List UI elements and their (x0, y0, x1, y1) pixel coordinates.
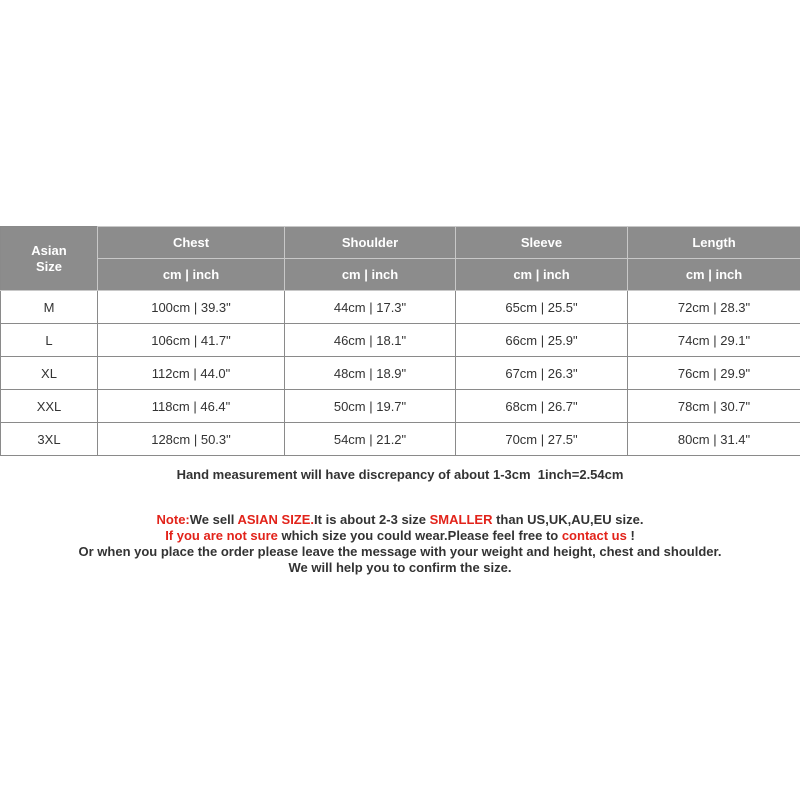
measurement-note: Hand measurement will have discrepancy of about 1-3cm 1inch=2.54cm (176, 467, 624, 482)
size-cell: L (1, 324, 98, 357)
length-cell: 72cm | 28.3" (628, 291, 800, 324)
sleeve-cell: 68cm | 26.7" (456, 390, 628, 423)
shoulder-cell: 44cm | 17.3" (285, 291, 456, 324)
note-text: We sell (189, 512, 238, 527)
sleeve-cell: 67cm | 26.3" (456, 357, 628, 390)
size-cell: XL (1, 357, 98, 390)
sleeve-cell: 65cm | 25.5" (456, 291, 628, 324)
shoulder-cell: 48cm | 18.9" (285, 357, 456, 390)
note-text: than US,UK,AU,EU size. (492, 512, 644, 527)
chest-unit: cm | inch (98, 259, 285, 291)
note-text: It is about 2-3 size (314, 512, 430, 527)
not-sure-highlight: If you are not sure (165, 528, 278, 543)
length-cell: 76cm | 29.9" (628, 357, 800, 390)
table-row (1, 357, 800, 390)
length-cell: 80cm | 31.4" (628, 423, 800, 456)
table-row (1, 324, 800, 357)
table-row (1, 291, 800, 324)
smaller-highlight: SMALLER (429, 512, 493, 527)
shoulder-unit: cm | inch (285, 259, 456, 291)
shoulder-header: Shoulder (285, 227, 456, 259)
note-line-2 (0, 528, 800, 544)
note-label: Note: (156, 512, 190, 527)
table-row (1, 423, 800, 456)
length-cell: 78cm | 30.7" (628, 390, 800, 423)
sleeve-header: Sleeve (456, 227, 628, 259)
asian-size-highlight: ASIAN SIZE. (237, 512, 315, 527)
chest-cell: 118cm | 46.4" (98, 390, 285, 423)
length-unit: cm | inch (628, 259, 800, 291)
note-text: ! (626, 528, 635, 543)
chest-cell: 128cm | 50.3" (98, 423, 285, 456)
note-line-3: Or when you place the order please leave the message with your weight and height, chest and shoulder. (78, 544, 722, 559)
chest-cell: 100cm | 39.3" (98, 291, 285, 324)
table-row (1, 390, 800, 423)
sleeve-cell: 70cm | 27.5" (456, 423, 628, 456)
note-line-1 (0, 512, 800, 528)
length-header: Length (628, 227, 800, 259)
size-cell: XXL (1, 390, 98, 423)
length-cell: 74cm | 29.1" (628, 324, 800, 357)
note-text: which size you could wear.Please feel free to (277, 528, 562, 543)
contact-us-link[interactable]: contact us (561, 528, 627, 543)
shoulder-cell: 46cm | 18.1" (285, 324, 456, 357)
shoulder-cell: 50cm | 19.7" (285, 390, 456, 423)
asian-size-label: Asian Size (31, 242, 67, 274)
chest-cell: 112cm | 44.0" (98, 357, 285, 390)
size-cell: M (1, 291, 98, 324)
size-chart-table (0, 226, 800, 456)
sleeve-unit: cm | inch (456, 259, 628, 291)
size-cell: 3XL (1, 423, 98, 456)
shoulder-cell: 54cm | 21.2" (285, 423, 456, 456)
note-line-4: We will help you to confirm the size. (288, 560, 512, 575)
chest-header: Chest (98, 227, 285, 259)
asian-size-header (1, 227, 98, 291)
chest-cell: 106cm | 41.7" (98, 324, 285, 357)
size-notes (0, 512, 800, 576)
sleeve-cell: 66cm | 25.9" (456, 324, 628, 357)
